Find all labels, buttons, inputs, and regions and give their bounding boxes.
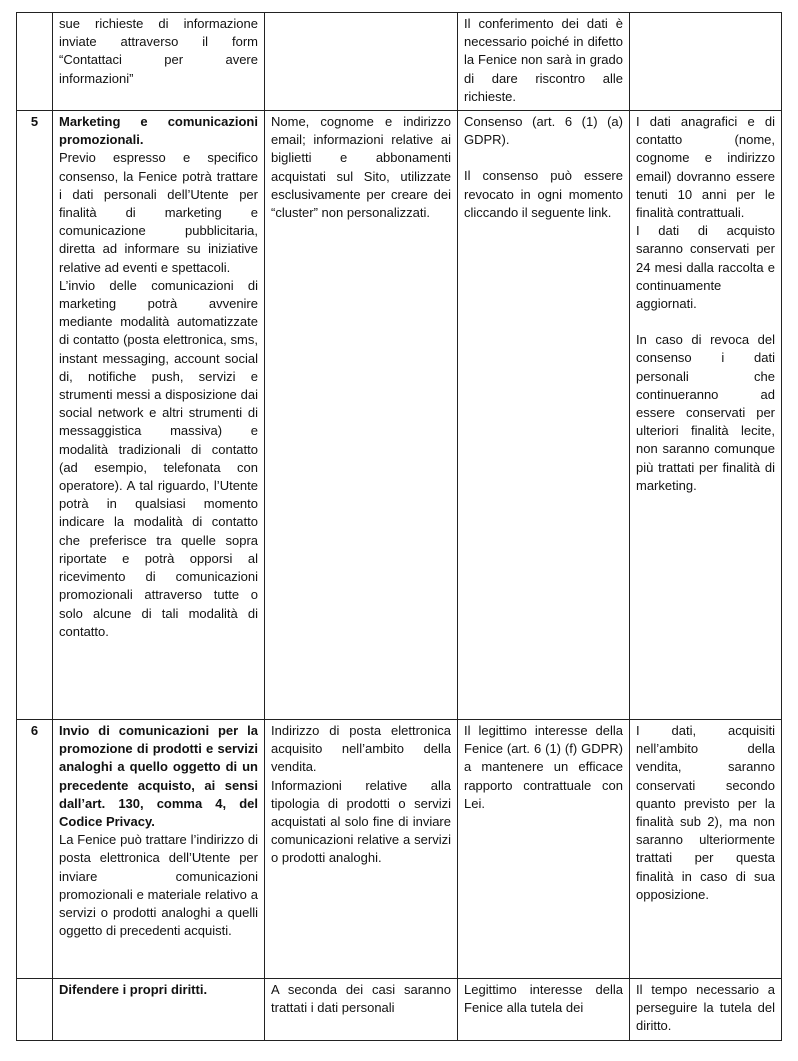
data-categories-cell [265,720,458,979]
legal-basis-text: Consenso (art. 6 (1) (a) GDPR). [464,114,623,148]
retention-cell [630,979,782,1041]
data-categories-cell [265,111,458,720]
table-row [17,720,782,979]
data-categories-cell [265,13,458,111]
data-categories-text: Informazioni relative alla tipologia di prodotti o servizi acquistati al solo fine di inviare comunicazioni relative a servizi o prodotti analoghi. [271,777,451,866]
data-categories-cell [265,979,458,1041]
purpose-heading: Invio di comunicazioni per la promozione di prodotti e servizi analoghi a quello oggetto di un precedente acquisto, ai sensi dall’art. 130, comma 4, del Codice Privacy. [59,723,258,830]
retention-text: I dati, acquisiti nell’ambito della vendita, saranno conservati secondo quanto previsto per la finalità sub 2), ma non saranno ulteriormente trattati per questa finalità in caso di sua opposizione. [636,723,775,902]
legal-basis-cell [458,111,630,720]
purpose-heading: Marketing e comunicazioni promozionali. [59,114,258,148]
data-categories-text: Indirizzo di posta elettronica acquisito nell’ambito della vendita. [271,723,451,775]
retention-text: Il tempo necessario a perseguire la tutela del diritto. [636,982,775,1034]
purpose-cell [53,111,265,720]
legal-basis-cell [458,720,630,979]
table-row [17,13,782,111]
paragraph-spacer [636,313,775,331]
legal-basis-text: Legittimo interesse della Fenice alla tutela dei [464,982,623,1016]
purpose-heading: Difendere i propri diritti. [59,982,208,998]
data-categories-text: Nome, cognome e indirizzo email; informazioni relative ai biglietti e abbonamenti acquistati sul Sito, utilizzate esclusivamente per creare dei “cluster” non personalizzati. [271,114,451,221]
data-categories-text: A seconda dei casi saranno trattati i dati personali [271,982,451,1016]
row-number [17,979,53,1041]
privacy-table [16,12,782,1041]
retention-text: I dati di acquisto saranno conservati per 24 mesi dalla raccolta e continuamente aggiornati. [636,223,775,312]
purpose-text: La Fenice può trattare l’indirizzo di posta elettronica dell’Utente per inviare comunicazioni promozionali e materiale relativo a servizi o prodotti analoghi a quelli oggetto di precedenti acquisti. [59,832,258,939]
legal-basis-cell [458,979,630,1041]
purpose-cell [53,979,265,1041]
retention-cell [630,720,782,979]
paragraph-spacer [464,149,623,167]
purpose-cell [53,720,265,979]
row-number [17,13,53,111]
legal-basis-text: Il legittimo interesse della Fenice (art. 6 (1) (f) GDPR) a mantenere un efficace rapporto contrattuale con Lei. [464,723,623,811]
legal-basis-cell [458,13,630,111]
purpose-cell [53,13,265,111]
table-row [17,979,782,1041]
retention-cell [630,111,782,720]
table-row [17,111,782,720]
retention-text: In caso di revoca del consenso i dati personali che continueranno ad essere conservati per ulteriori finalità lecite, non saranno comunque più trattati per finalità di marketing. [636,332,775,493]
purpose-text: Previo espresso e specifico consenso, la Fenice potrà trattare i dati personali dell’Utente per finalità di marketing e comunicazione pubblicitaria, diretta ad informare su iniziative relative ad eventi e spettacoli. [59,150,258,275]
legal-basis-text: Il conferimento dei dati è necessario poiché in difetto la Fenice non sarà in grado di dare riscontro alle richieste. [464,16,623,104]
purpose-text: L’invio delle comunicazioni di marketing potrà avvenire mediante modalità automatizzate di contatto (posta elettronica, sms, instant messaging, account social di, notifiche push, servizi e strumenti messi a disposizione dai social network e altri strumenti di messaggistica massiva) e modalità tradizionali di contatto (ad esempio, telefonata con operatore). A tal riguardo, l’Utente potrà in qualsiasi momento indicare la modalità di contatto che preferisce tra quelle sopra riportate e potrà opporsi al ricevimento di comunicazioni promozionali attraverso tutte o solo alcune di tali modalità di contatto. [59,277,258,639]
row-number: 6 [17,720,53,979]
row-number: 5 [17,111,53,720]
retention-cell [630,13,782,111]
purpose-text: sue richieste di informazione inviate attraverso il form “Contattaci per avere informazioni” [59,16,258,86]
legal-basis-text: Il consenso può essere revocato in ogni momento cliccando il seguente link. [464,168,623,220]
retention-text: I dati anagrafici e di contatto (nome, cognome e indirizzo email) dovranno essere tenuti 10 anni per le finalità contrattuali. [636,114,775,221]
